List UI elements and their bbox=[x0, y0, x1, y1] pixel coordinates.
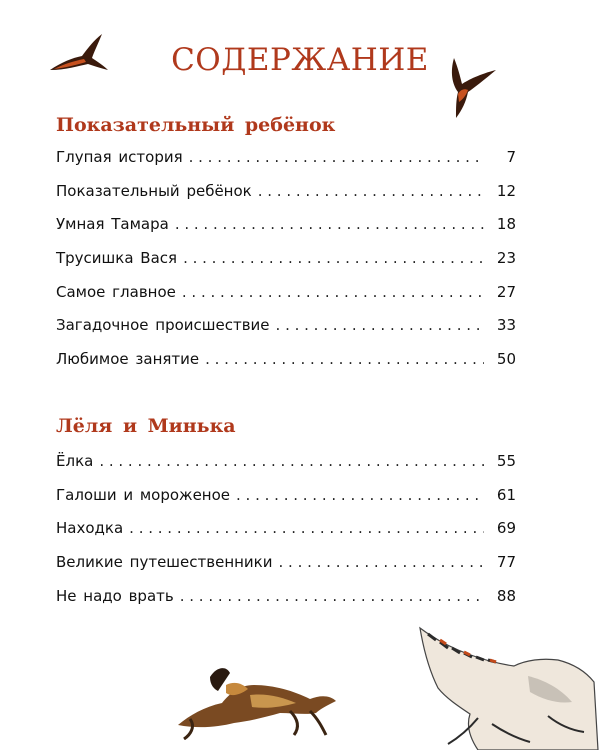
toc-item-label: Находка bbox=[56, 519, 124, 538]
toc-item-label: Самое главное bbox=[56, 282, 176, 301]
toc-dots bbox=[180, 580, 484, 614]
toc-item[interactable] bbox=[56, 276, 516, 310]
toc-item-label: Загадочное происшествие bbox=[56, 316, 270, 335]
toc-item-page: 12 bbox=[496, 181, 516, 200]
toc-item-label: Умная Тамара bbox=[56, 215, 169, 234]
toc-item-page: 23 bbox=[496, 249, 516, 268]
toc-item-page: 55 bbox=[496, 452, 516, 470]
toc-list-2 bbox=[56, 445, 516, 613]
toc-dots bbox=[276, 309, 484, 343]
toc-dots bbox=[258, 175, 484, 209]
toc-item-label: Любимое занятие bbox=[56, 350, 200, 369]
toc-item[interactable] bbox=[56, 343, 516, 377]
toc-item-page: 7 bbox=[506, 148, 516, 166]
toc-item-label: Ёлка bbox=[56, 452, 94, 470]
toc-item-page: 61 bbox=[496, 485, 516, 504]
toc-item[interactable] bbox=[56, 479, 516, 513]
toc-item-label: Показательный ребёнок bbox=[56, 181, 252, 200]
toc-dots bbox=[189, 141, 484, 175]
toc-dots bbox=[205, 343, 484, 377]
toc-item[interactable] bbox=[56, 445, 516, 479]
toc-item-label: Глупая история bbox=[56, 148, 183, 166]
section-title-2: Лёля и Минька bbox=[56, 415, 236, 437]
toc-dots bbox=[183, 242, 484, 276]
toc-item-page: 50 bbox=[496, 350, 516, 369]
toc-dots bbox=[279, 546, 485, 580]
section-title-1: Показательный ребёнок bbox=[56, 114, 336, 136]
toc-dots bbox=[129, 512, 484, 546]
cat-illustration bbox=[418, 620, 600, 750]
toc-item[interactable] bbox=[56, 175, 516, 209]
toc-item-label: Не надо врать bbox=[56, 586, 174, 605]
toc-dots bbox=[175, 208, 484, 242]
toc-item-page: 18 bbox=[496, 215, 516, 234]
toc-dots bbox=[99, 445, 484, 479]
toc-item-page: 27 bbox=[496, 282, 516, 301]
toc-dots bbox=[182, 276, 484, 310]
toc-item[interactable] bbox=[56, 309, 516, 343]
page-title: СОДЕРЖАНИЕ bbox=[171, 42, 429, 78]
toc-item[interactable] bbox=[56, 546, 516, 580]
toc-item-page: 69 bbox=[496, 519, 516, 538]
toc-item[interactable] bbox=[56, 208, 516, 242]
toc-dots bbox=[236, 479, 484, 513]
toc-item-label: Трусишка Вася bbox=[56, 249, 178, 268]
toc-item[interactable] bbox=[56, 512, 516, 546]
toc-item[interactable] bbox=[56, 242, 516, 276]
toc-item-page: 33 bbox=[496, 316, 516, 335]
toc-item[interactable] bbox=[56, 141, 516, 175]
toc-item-page: 88 bbox=[496, 586, 516, 605]
dog-illustration bbox=[170, 655, 340, 740]
toc-list-1 bbox=[56, 141, 516, 377]
toc-item[interactable] bbox=[56, 580, 516, 614]
toc-item-label: Галоши и мороженое bbox=[56, 485, 231, 504]
toc-item-label: Великие путешественники bbox=[56, 553, 273, 572]
toc-item-page: 77 bbox=[496, 553, 516, 572]
